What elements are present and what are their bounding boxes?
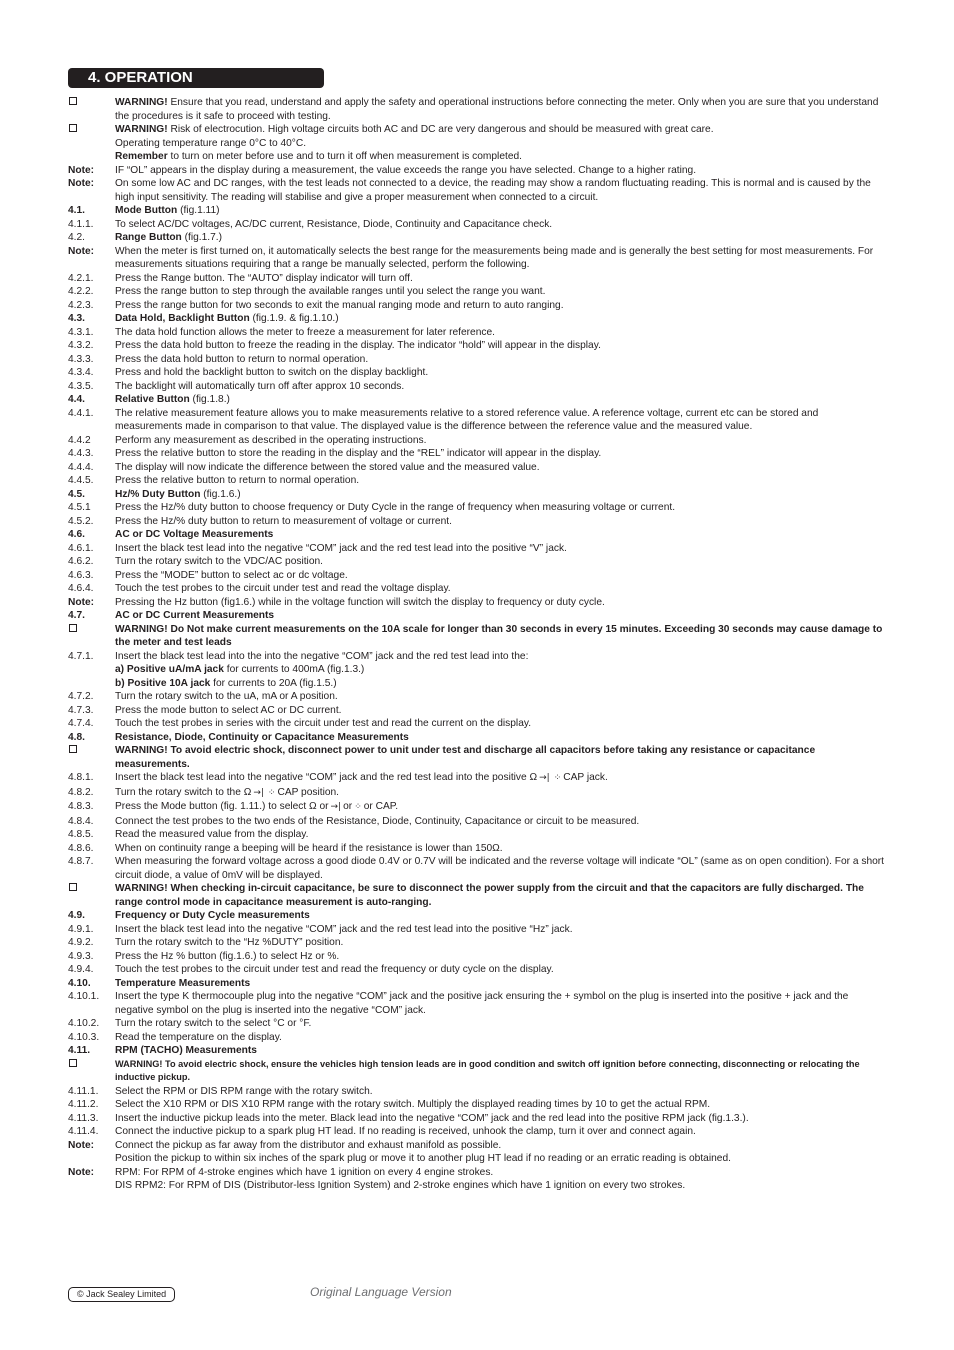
step-text: The data hold function allows the meter to freeze a measurement for later reference. <box>115 326 495 338</box>
step-row <box>68 936 888 950</box>
continuity-icon: ⁘ <box>267 787 276 798</box>
step-text: CAP position. <box>277 786 340 798</box>
step-number: 4.8.2. <box>68 786 94 798</box>
checkbox-icon <box>68 1058 115 1085</box>
warning-text: Ensure that you read, understand and apply the safety and operational instructions before connecting the meter. Only when you are sure that you understand the procedures is it safe to proceed with testing. <box>115 97 879 122</box>
note-text: RPM: For RPM of 4-stroke engines which have 1 ignition on every 4 engine strokes. <box>115 1166 494 1178</box>
section-number: 4.10. <box>68 977 91 989</box>
step-text: Press the data hold button to return to normal operation. <box>115 353 369 365</box>
note-text: Pressing the Hz button (fig1.6.) while in the voltage function will switch the display to frequency or duty cycle. <box>115 596 605 608</box>
step-text: Insert the black test lead into the negative “COM” jack and the red test lead into the positive Ω <box>115 772 538 783</box>
step-text: Press the Range button. The “AUTO” display indicator will turn off. <box>115 272 413 284</box>
step-number: 4.8.5. <box>68 829 94 840</box>
warning-label: WARNING! <box>115 124 168 135</box>
step-number: 4.8.6. <box>68 842 94 854</box>
note-row <box>68 245 888 272</box>
step-text: Turn the rotary switch to the Ω <box>115 786 252 798</box>
step-number: 4.9.2. <box>68 937 94 948</box>
step-text: The relative measurement feature allows you to make measurements relative to a stored reference value. A reference voltage, current etc can be stored and measurements made in comparison to that value. The displayed value is the difference between the reference value and the measured value. <box>115 407 819 432</box>
step-row <box>68 218 888 232</box>
step-number: 4.5.1 <box>68 502 91 513</box>
step-number: 4.1.1. <box>68 218 94 230</box>
step-number: 4.10.2. <box>68 1018 100 1029</box>
step-row <box>68 285 888 299</box>
step-text: Connect the inductive pickup to a spark plug HT lead. If no reading is received, unhook the clamp, turn it over and connect again. <box>115 1126 696 1137</box>
section-heading: Range Button <box>115 232 182 243</box>
step-text: The backlight will automatically turn off after approx 10 seconds. <box>115 380 405 392</box>
step-row <box>68 771 888 786</box>
warning-label: WARNING! <box>115 97 168 108</box>
note-text: DIS RPM2: For RPM of DIS (Distributor-less Ignition System) and 2-stroke engines which have 1 ignition on every two strokes. <box>115 1180 686 1191</box>
text-row <box>68 137 888 151</box>
checkbox-icon <box>68 623 115 650</box>
step-text: Press the “MODE” button to select ac or dc voltage. <box>115 569 348 581</box>
sub-step-row <box>68 663 888 677</box>
step-number: 4.11.2. <box>68 1099 99 1110</box>
section-heading-row <box>68 977 888 991</box>
step-number: 4.3.2. <box>68 340 94 351</box>
step-number: 4.9.1. <box>68 923 94 935</box>
step-text: Insert the black test lead into the negative “COM” jack and the red test lead into the positive “V” jack. <box>115 542 567 554</box>
step-number: 4.7.4. <box>68 718 94 729</box>
section-number: 4.9. <box>68 910 85 921</box>
step-number: 4.6.4. <box>68 583 94 594</box>
step-text: Insert the black test lead into the negative “COM” jack and the red test lead into the positive “Hz” jack. <box>115 923 573 935</box>
language-version: Original Language Version <box>310 1285 452 1299</box>
note-text: Position the pickup to within six inches of the spark plug or move it to another plug HT lead if no reading or an erratic reading is obtained. <box>115 1153 731 1164</box>
step-number: 4.7.3. <box>68 704 94 716</box>
text-row <box>68 1179 888 1193</box>
step-row <box>68 786 888 801</box>
step-number: 4.4.5. <box>68 475 94 486</box>
note-text: On some low AC and DC ranges, with the test leads not connected to a device, the reading may show a random fluctuating reading. This is normal and is caused by the high input sensitivity. The reading will stabilise and give a proper measurement when connected to a circuit. <box>115 178 871 203</box>
step-number: 4.6.1. <box>68 542 94 554</box>
step-text: Select the X10 RPM or DIS X10 RPM range with the rotary switch. Multiply the displayed reading times by 10 to get the actual RPM. <box>115 1099 711 1110</box>
section-heading-row <box>68 731 888 745</box>
step-row <box>68 1125 888 1139</box>
note-row <box>68 1139 888 1153</box>
checkbox-icon <box>68 123 115 137</box>
section-heading: Resistance, Diode, Continuity or Capacitance Measurements <box>115 731 409 743</box>
step-number: 4.11.4. <box>68 1126 99 1137</box>
step-text: Connect the test probes to the two ends of the Resistance, Diode, Continuity, Capacitance or circuit to be measured. <box>115 815 640 827</box>
step-text: Press the range button for two seconds to exit the manual ranging mode and return to auto ranging. <box>115 299 564 311</box>
step-text: Read the measured value from the display. <box>115 829 309 840</box>
step-row <box>68 1098 888 1112</box>
step-number: 4.6.2. <box>68 556 94 567</box>
step-number: 4.2.1. <box>68 272 94 284</box>
step-row <box>68 1031 888 1045</box>
step-row <box>68 950 888 964</box>
step-number: 4.4.2 <box>68 434 91 446</box>
step-row <box>68 272 888 286</box>
step-number: 4.2.3. <box>68 299 94 311</box>
section-number: 4.7. <box>68 610 85 621</box>
warning-text: WARNING! To avoid electric shock, disconnect power to unit under test and discharge all capacitors before taking any resistance or capacitance measurements. <box>115 745 816 770</box>
temperature-range-text: Operating temperature range 0°C to 40°C. <box>115 137 307 149</box>
step-number: 4.8.1. <box>68 772 94 783</box>
warning-row <box>68 882 888 909</box>
section-heading-row <box>68 488 888 502</box>
step-number: 4.5.2. <box>68 515 94 527</box>
note-label: Note: <box>68 245 95 257</box>
warning-text: WARNING! When checking in-circuit capacitance, be sure to disconnect the power supply from the circuit and that the capacitors are fully discharged. The range control mode in capacitance measurement is auto-ranging. <box>115 883 864 908</box>
step-text: Insert the type K thermocouple plug into the negative “COM” jack and the positive jack ensuring the + symbol on the plug is inserted into the positive + jack and the negative symbol on the plug is inserted into the negative “COM” jack. <box>115 991 849 1016</box>
step-text: Turn the rotary switch to the “Hz %DUTY” position. <box>115 937 344 948</box>
step-row <box>68 963 888 977</box>
step-number: 4.9.3. <box>68 950 94 962</box>
step-number: 4.8.3. <box>68 801 94 812</box>
step-row <box>68 800 888 815</box>
section-number: 4.5. <box>68 488 85 500</box>
continuity-icon: ⁘ <box>354 802 362 812</box>
checkbox-icon <box>68 744 115 771</box>
step-row <box>68 299 888 313</box>
section-number: 4.4. <box>68 394 85 405</box>
copyright-badge: © Jack Sealey Limited <box>68 1287 175 1302</box>
step-row <box>68 339 888 353</box>
figure-reference: (fig.1.6.) <box>200 488 241 500</box>
step-number: 4.11.1. <box>68 1085 99 1097</box>
sub-step-row <box>68 677 888 691</box>
section-heading-row <box>68 204 888 218</box>
step-text: Press the relative button to return to normal operation. <box>115 475 360 486</box>
section-heading-row <box>68 1044 888 1058</box>
note-label: Note: <box>68 164 95 176</box>
section-heading: Frequency or Duty Cycle measurements <box>115 910 310 921</box>
warning-text: WARNING! Do Not make current measurements on the 10A scale for longer than 30 seconds in every 15 minutes. Exceeding 30 seconds may cause damage to the meter and test leads <box>115 623 883 648</box>
diode-icon: →| <box>330 802 342 812</box>
jack-label: b) Positive 10A jack <box>115 677 211 689</box>
section-number: 4.8. <box>68 731 85 743</box>
step-text: Press the Hz % button (fig.1.6.) to select Hz or %. <box>115 950 340 962</box>
step-row <box>68 542 888 556</box>
note-text: When the meter is first turned on, it automatically selects the best range for the measurements being made and is generally the best setting for most measurements. For measurements situations requiring that a range be manually selected, perform the following. <box>115 245 874 270</box>
note-label: Note: <box>68 596 95 608</box>
step-text: or <box>343 801 353 812</box>
step-number: 4.9.4. <box>68 964 94 975</box>
step-row <box>68 326 888 340</box>
step-text: Press the data hold button to freeze the reading in the display. The indicator “hold” will appear in the display. <box>115 340 601 351</box>
step-number: 4.3.1. <box>68 326 94 338</box>
step-row <box>68 474 888 488</box>
note-row <box>68 164 888 178</box>
jack-text: for currents to 20A (fig.1.5.) <box>210 677 337 689</box>
step-row <box>68 1112 888 1126</box>
step-row <box>68 569 888 583</box>
jack-text: for currents to 400mA (fig.1.3.) <box>223 664 365 675</box>
step-row <box>68 366 888 380</box>
step-text: Press the Hz/% duty button to return to measurement of voltage or current. <box>115 515 452 527</box>
step-number: 4.3.3. <box>68 353 94 365</box>
section-heading: RPM (TACHO) Measurements <box>115 1045 257 1056</box>
step-row <box>68 555 888 569</box>
figure-reference: (fig.1.9. & fig.1.10.) <box>249 313 339 324</box>
step-row <box>68 828 888 842</box>
step-row <box>68 855 888 882</box>
diode-icon: →| <box>253 787 264 798</box>
step-text: Press the mode button to select AC or DC current. <box>115 704 342 716</box>
operation-instructions <box>68 96 888 1193</box>
step-row <box>68 1085 888 1099</box>
warning-text: Risk of electrocution. High voltage circuits both AC and DC are very dangerous and should be measured with great care. <box>167 124 714 135</box>
remember-label: Remember <box>115 151 168 162</box>
step-number: 4.6.3. <box>68 569 94 581</box>
section-heading-row <box>68 312 888 326</box>
section-heading-row <box>68 393 888 407</box>
step-row <box>68 380 888 394</box>
section-heading: Temperature Measurements <box>115 977 251 989</box>
step-number: 4.8.4. <box>68 815 94 827</box>
note-text: Connect the pickup as far away from the distributor and exhaust manifold as possible. <box>115 1139 502 1151</box>
step-row <box>68 434 888 448</box>
step-row <box>68 515 888 529</box>
note-label: Note: <box>68 1139 95 1151</box>
step-text: Touch the test probes to the circuit under test and read the voltage display. <box>115 583 451 594</box>
step-row <box>68 842 888 856</box>
step-number: 4.10.3. <box>68 1031 100 1043</box>
section-heading-row <box>68 528 888 542</box>
section-heading: AC or DC Current Measurements <box>115 610 275 621</box>
step-row <box>68 353 888 367</box>
note-row <box>68 1166 888 1180</box>
note-text: IF “OL” appears in the display during a measurement, the value exceeds the range you have selected. Change to a higher rating. <box>115 164 697 176</box>
step-text: Perform any measurement as described in the operating instructions. <box>115 434 427 446</box>
step-text: Turn the rotary switch to the select °C or °F. <box>115 1018 312 1029</box>
step-text: Press and hold the backlight button to switch on the display backlight. <box>115 367 429 378</box>
checkbox-icon <box>68 96 115 123</box>
section-heading: Mode Button <box>115 205 178 216</box>
step-number: 4.4.3. <box>68 448 94 459</box>
step-number: 4.11.3. <box>68 1112 99 1124</box>
step-text: The display will now indicate the difference between the stored value and the measured value. <box>115 461 540 473</box>
step-text: Select the RPM or DIS RPM range with the rotary switch. <box>115 1085 373 1097</box>
step-row <box>68 407 888 434</box>
step-row <box>68 704 888 718</box>
step-number: 4.7.2. <box>68 691 94 702</box>
warning-text: WARNING! To avoid electric shock, ensure the vehicles high tension leads are in good condition and switch off ignition before connecting, disconnecting or relocating the inductive pickup. <box>115 1058 860 1082</box>
step-number: 4.10.1. <box>68 991 100 1002</box>
note-row <box>68 177 888 204</box>
step-text: Turn the rotary switch to the VDC/AC position. <box>115 556 323 567</box>
step-row <box>68 447 888 461</box>
note-label: Note: <box>68 178 95 189</box>
figure-reference: (fig.1.8.) <box>189 394 230 405</box>
step-text: To select AC/DC voltages, AC/DC current, Resistance, Diode, Continuity and Capacitance check. <box>115 218 553 230</box>
step-number: 4.4.1. <box>68 407 94 419</box>
figure-reference: (fig.1.11) <box>177 205 220 216</box>
diode-icon: →| <box>539 773 550 783</box>
step-row <box>68 461 888 475</box>
step-number: 4.2.2. <box>68 286 94 297</box>
step-text: Turn the rotary switch to the uA, mA or A position. <box>115 691 338 702</box>
warning-row <box>68 1058 888 1085</box>
step-text: When on continuity range a beeping will be heard if the resistance is lower than 150Ω. <box>115 842 503 854</box>
step-text: Touch the test probes in series with the circuit under test and read the current on the display. <box>115 718 532 729</box>
warning-row <box>68 96 888 123</box>
step-text: Press the Hz/% duty button to choose frequency or Duty Cycle in the range of frequency when measuring voltage or current. <box>115 502 676 513</box>
note-row <box>68 596 888 610</box>
section-heading-row <box>68 609 888 623</box>
section-number: 4.11. <box>68 1045 91 1056</box>
step-row <box>68 1017 888 1031</box>
text-row <box>68 150 888 164</box>
step-text: Touch the test probes to the circuit under test and read the frequency or duty cycle on the display. <box>115 964 554 975</box>
continuity-icon: ⁘ <box>553 773 562 783</box>
step-row <box>68 501 888 515</box>
step-row <box>68 650 888 664</box>
jack-label: a) Positive uA/mA jack <box>115 664 224 675</box>
section-title: 4. OPERATION <box>68 68 324 88</box>
section-number: 4.2. <box>68 232 85 243</box>
step-row <box>68 690 888 704</box>
note-label: Note: <box>68 1166 95 1178</box>
step-number: 4.4.4. <box>68 461 94 473</box>
step-row <box>68 717 888 731</box>
section-number: 4.1. <box>68 205 85 216</box>
step-number: 4.8.7. <box>68 856 94 867</box>
section-heading: Hz/% Duty Button <box>115 488 201 500</box>
checkbox-icon <box>68 882 115 909</box>
warning-row <box>68 623 888 650</box>
warning-row <box>68 744 888 771</box>
step-text: Press the Mode button (fig. 1.11.) to select Ω or <box>115 801 329 812</box>
section-number: 4.3. <box>68 313 85 324</box>
step-row <box>68 815 888 829</box>
text-row <box>68 1152 888 1166</box>
section-heading-row <box>68 231 888 245</box>
step-text: or CAP. <box>363 801 399 812</box>
section-number: 4.6. <box>68 529 85 540</box>
section-heading-row <box>68 909 888 923</box>
step-text: CAP jack. <box>563 772 608 783</box>
step-text: When measuring the forward voltage across a good diode 0.4V or 0.7V will be indicated and the reverse voltage will indicate “OL” (same as on open condition). For a short circuit diode, a value of 0mV will be displayed. <box>115 856 885 881</box>
remember-text: to turn on meter before use and to turn it off when measurement is completed. <box>167 151 522 162</box>
step-text: Press the range button to step through the available ranges until you select the range you want. <box>115 286 546 297</box>
step-number: 4.7.1. <box>68 650 94 662</box>
section-heading: Data Hold, Backlight Button <box>115 313 250 324</box>
section-heading: AC or DC Voltage Measurements <box>115 529 274 540</box>
step-text: Insert the inductive pickup leads into the meter. Black lead into the negative “COM” jack and the red lead into the positive RPM jack (fig.1.3.). <box>115 1112 749 1124</box>
step-number: 4.3.5. <box>68 380 94 392</box>
step-number: 4.3.4. <box>68 367 94 378</box>
step-text: Press the relative button to store the reading in the display and the “REL” indicator will appear in the display. <box>115 448 602 459</box>
step-row <box>68 923 888 937</box>
step-row <box>68 582 888 596</box>
step-text: Read the temperature on the display. <box>115 1031 282 1043</box>
step-row <box>68 990 888 1017</box>
figure-reference: (fig.1.7.) <box>181 232 222 243</box>
section-heading: Relative Button <box>115 394 190 405</box>
warning-row <box>68 123 888 137</box>
step-text: Insert the black test lead into the into the negative “COM” jack and the red test lead into the: <box>115 650 529 662</box>
